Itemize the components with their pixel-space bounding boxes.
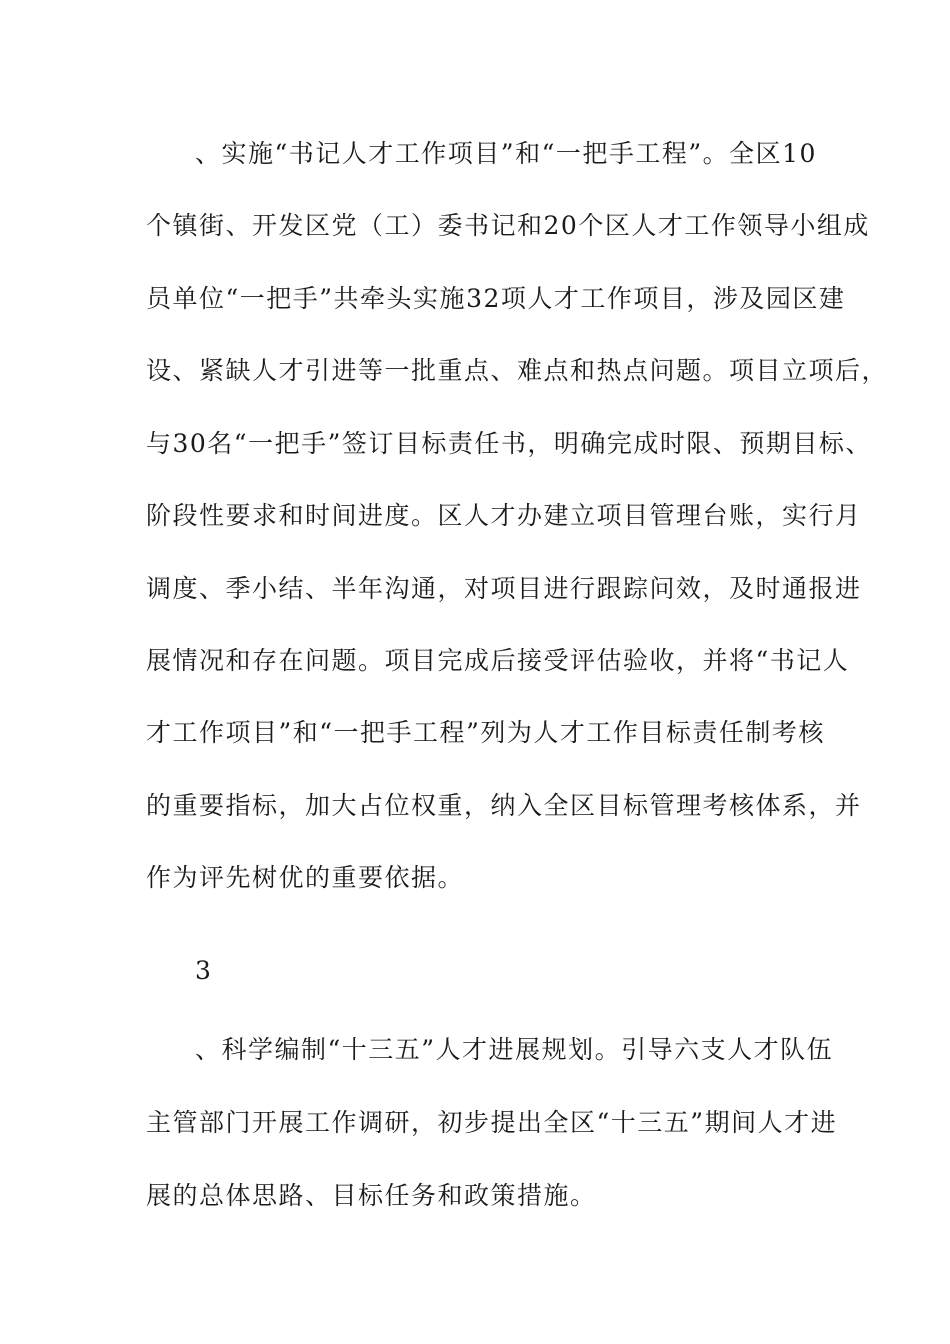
paragraph-3-line-3: 展的总体思路、目标任务和政策措施。 xyxy=(146,1181,597,1210)
paragraph-3-line-1: 、科学编制“十三五”人才进展规划。引导六支人才队伍 xyxy=(195,1035,834,1064)
paragraph-2-line-7: 调度、季小结、半年沟通，对项目进行跟踪问效，及时通报进 xyxy=(146,574,862,603)
paragraph-2-line-10: 的重要指标，加大占位权重，纳入全区目标管理考核体系，并 xyxy=(146,791,862,820)
paragraph-3-number: 3 xyxy=(195,956,213,985)
paragraph-2-line-4: 设、紧缺人才引进等一批重点、难点和热点问题。项目立项后， xyxy=(146,356,889,385)
paragraph-2-line-6: 阶段性要求和时间进度。区人才办建立项目管理台账，实行月 xyxy=(146,501,862,530)
paragraph-2-line-3: 员单位“一把手”共牵头实施32项人才工作项目，涉及园区建 xyxy=(146,284,846,313)
paragraph-2-line-5: 与30名“一把手”签订目标责任书，明确完成时限、预期目标、 xyxy=(146,429,872,458)
paragraph-2-line-8: 展情况和存在问题。项目完成后接受评估验收，并将“书记人 xyxy=(146,646,850,675)
paragraph-2-line-1: 、实施“书记人才工作项目”和“一把手工程”。全区10 xyxy=(195,139,817,168)
paragraph-2-line-2: 个镇街、开发区党（工）委书记和20个区人才工作领导小组成 xyxy=(146,211,870,240)
paragraph-2-line-11: 作为评先树优的重要依据。 xyxy=(146,863,465,892)
paragraph-2-line-9: 才工作项目”和“一把手工程”列为人才工作目标责任制考核 xyxy=(146,718,825,747)
paragraph-3-line-2: 主管部门开展工作调研，初步提出全区“十三五”期间人才进 xyxy=(146,1108,838,1137)
